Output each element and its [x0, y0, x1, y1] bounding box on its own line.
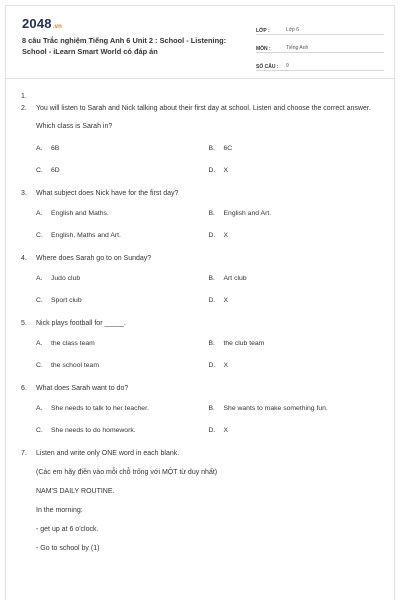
question-number: 1.	[21, 93, 27, 100]
document-title: 8 câu Trắc nghiệm Tiếng Anh 6 Unit 2 : School - Listening: School - iLearn Smart World có đáp án	[22, 36, 227, 56]
options-q3	[36, 209, 381, 241]
meta-row-class	[256, 19, 384, 35]
option-d[interactable]: D. X	[208, 362, 229, 369]
question-number: 5.	[21, 320, 27, 327]
option-b[interactable]: B. English and Art.	[208, 210, 272, 217]
routine-item: - Go to school by (1)	[36, 545, 100, 552]
question-number: 2.	[21, 105, 27, 112]
option-b[interactable]: B. 6C	[208, 145, 233, 152]
options-q2	[36, 144, 381, 176]
question-text: Nick plays football for _____.	[36, 320, 126, 327]
options-q6	[36, 404, 381, 436]
meta-key: SỐ CÂU :	[256, 64, 279, 70]
question-2	[21, 103, 381, 114]
option-c[interactable]: C. She needs to do homework.	[36, 427, 136, 434]
question-text: Where does Sarah go to on Sunday?	[36, 255, 152, 262]
site-logo[interactable]	[22, 16, 62, 31]
meta-row-count	[256, 55, 384, 71]
question-4	[21, 253, 381, 264]
question-7	[21, 448, 381, 459]
question-number: 3.	[21, 190, 27, 197]
instruction-vi: (Các em hãy điền vào mỗi chỗ trống với MỘT từ duy nhất)	[36, 469, 218, 476]
worksheet-page	[5, 5, 395, 600]
question-text: What subject does Nick have for the first day?	[36, 190, 179, 197]
question-list	[21, 92, 381, 554]
question-6	[21, 383, 381, 394]
option-a[interactable]: A. Judo club	[36, 275, 81, 282]
routine-title: NAM'S DAILY ROUTINE.	[36, 488, 115, 495]
options-q4	[36, 274, 381, 306]
logo-tld: .vn	[52, 24, 63, 30]
option-a[interactable]: A. the class team	[36, 340, 95, 347]
option-b[interactable]: B. the club team	[208, 340, 265, 347]
logo-main: 2048	[22, 16, 52, 31]
meta-key: MÔN :	[256, 46, 271, 52]
question-number: 7.	[21, 450, 27, 457]
option-d[interactable]: D. X	[208, 232, 229, 239]
question-text: You will listen to Sarah and Nick talking about their first day at school. Listen and choose the correct answer.	[36, 105, 371, 112]
option-d[interactable]: D. X	[208, 427, 229, 434]
meta-row-subject	[256, 37, 384, 53]
option-d[interactable]: D. X	[208, 297, 229, 304]
option-c[interactable]: C. Sport club	[36, 297, 82, 304]
option-a[interactable]: A. English and Maths.	[36, 210, 109, 217]
question-subtext: Which class is Sarah in?	[36, 123, 113, 130]
meta-value: 9	[286, 63, 289, 69]
question-3	[21, 188, 381, 199]
header-divider	[6, 78, 394, 79]
routine-item: - get up at 6 o'clock.	[36, 526, 99, 533]
question-text: Listen and write only ONE word in each blank.	[36, 450, 180, 457]
option-d[interactable]: D. X	[208, 167, 229, 174]
option-b[interactable]: B. Art club	[208, 275, 247, 282]
routine-section: In the morning:	[36, 507, 83, 514]
option-a[interactable]: A. 6B	[36, 145, 60, 152]
option-c[interactable]: C. the school team	[36, 362, 99, 369]
option-a[interactable]: A. She needs to talk to her teacher.	[36, 405, 149, 412]
meta-value: Lớp 6	[286, 27, 300, 33]
question-number: 4.	[21, 255, 27, 262]
meta-key: LỚP :	[256, 28, 270, 34]
question-number: 6.	[21, 385, 27, 392]
question-5	[21, 318, 381, 329]
question-text: What does Sarah want to do?	[36, 385, 129, 392]
option-c[interactable]: C. English, Maths and Art.	[36, 232, 121, 239]
meta-info	[256, 19, 384, 73]
meta-value: Tiếng Anh	[286, 45, 309, 51]
options-q5	[36, 339, 381, 371]
option-b[interactable]: B. She wants to make something fun.	[208, 405, 328, 412]
option-c[interactable]: C. 6D	[36, 167, 60, 174]
